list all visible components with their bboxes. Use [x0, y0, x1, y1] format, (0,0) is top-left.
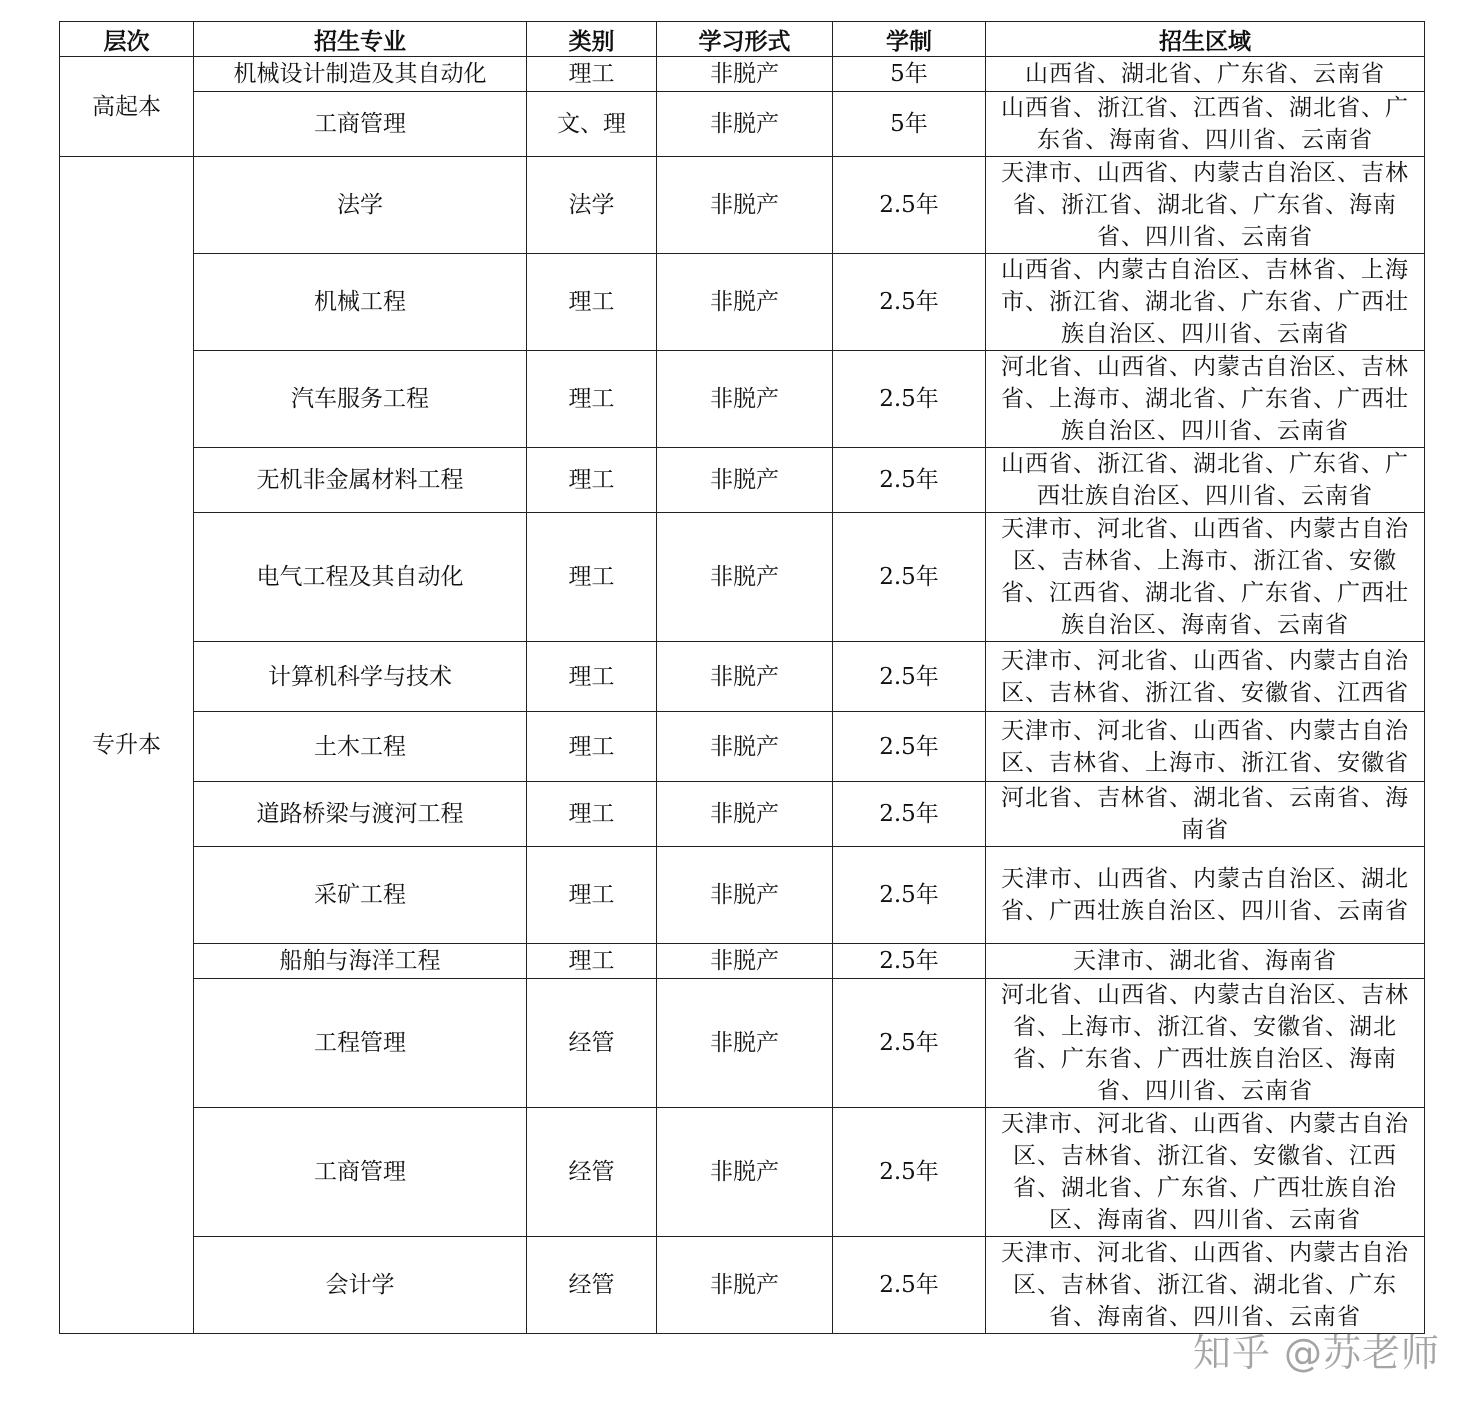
level-cell: 专升本 — [60, 157, 194, 1334]
category-cell: 经管 — [527, 979, 657, 1108]
region-cell: 天津市、河北省、山西省、内蒙古自治区、吉林省、浙江省、湖北省、广东省、海南省、四川省、云南省 — [986, 1237, 1425, 1334]
major-cell: 计算机科学与技术 — [194, 642, 527, 712]
major-cell: 汽车服务工程 — [194, 351, 527, 448]
form-cell: 非脱产 — [657, 254, 833, 351]
duration-cell: 2.5年 — [833, 1108, 986, 1237]
category-cell: 理工 — [527, 782, 657, 847]
region-cell: 河北省、山西省、内蒙古自治区、吉林省、上海市、湖北省、广东省、广西壮族自治区、四川省、云南省 — [986, 351, 1425, 448]
header-level: 层次 — [60, 22, 194, 57]
header-duration: 学制 — [833, 22, 986, 57]
form-cell: 非脱产 — [657, 1108, 833, 1237]
major-cell: 土木工程 — [194, 712, 527, 782]
category-cell: 经管 — [527, 1237, 657, 1334]
zhihu-watermark: 知乎 @苏老师 — [1192, 1331, 1440, 1375]
major-cell: 采矿工程 — [194, 847, 527, 944]
duration-cell: 5年 — [833, 92, 986, 157]
table-row — [60, 782, 1425, 847]
major-cell: 工程管理 — [194, 979, 527, 1108]
table-row — [60, 157, 1425, 254]
major-cell: 电气工程及其自动化 — [194, 513, 527, 642]
header-study-form: 学习形式 — [657, 22, 833, 57]
duration-cell: 2.5年 — [833, 1237, 986, 1334]
duration-cell: 2.5年 — [833, 513, 986, 642]
table-row — [60, 979, 1425, 1108]
category-cell: 理工 — [527, 712, 657, 782]
region-cell: 河北省、山西省、内蒙古自治区、吉林省、上海市、浙江省、安徽省、湖北省、广东省、广西壮族自治区、海南省、四川省、云南省 — [986, 979, 1425, 1108]
region-cell: 天津市、河北省、山西省、内蒙古自治区、吉林省、上海市、浙江省、安徽省、江西省、湖北省、广东省、广西壮族自治区、海南省、云南省 — [986, 513, 1425, 642]
form-cell: 非脱产 — [657, 351, 833, 448]
major-cell: 无机非金属材料工程 — [194, 448, 527, 513]
major-cell: 机械工程 — [194, 254, 527, 351]
category-cell: 理工 — [527, 513, 657, 642]
region-cell: 河北省、吉林省、湖北省、云南省、海南省 — [986, 782, 1425, 847]
table-row — [60, 1237, 1425, 1334]
major-cell: 法学 — [194, 157, 527, 254]
form-cell: 非脱产 — [657, 712, 833, 782]
form-cell: 非脱产 — [657, 513, 833, 642]
table-row — [60, 513, 1425, 642]
table-row — [60, 944, 1425, 979]
category-cell: 理工 — [527, 351, 657, 448]
category-cell: 文、理 — [527, 92, 657, 157]
header-category: 类别 — [527, 22, 657, 57]
form-cell: 非脱产 — [657, 847, 833, 944]
duration-cell: 2.5年 — [833, 979, 986, 1108]
category-cell: 理工 — [527, 254, 657, 351]
form-cell: 非脱产 — [657, 157, 833, 254]
duration-cell: 2.5年 — [833, 351, 986, 448]
header-row — [60, 22, 1425, 57]
category-cell: 经管 — [527, 1108, 657, 1237]
major-cell: 船舶与海洋工程 — [194, 944, 527, 979]
region-cell: 天津市、山西省、内蒙古自治区、吉林省、浙江省、湖北省、广东省、海南省、四川省、云南省 — [986, 157, 1425, 254]
duration-cell: 5年 — [833, 57, 986, 92]
duration-cell: 2.5年 — [833, 448, 986, 513]
header-region: 招生区域 — [986, 22, 1425, 57]
region-cell: 山西省、内蒙古自治区、吉林省、上海市、浙江省、湖北省、广东省、广西壮族自治区、四川省、云南省 — [986, 254, 1425, 351]
category-cell: 理工 — [527, 448, 657, 513]
major-cell: 会计学 — [194, 1237, 527, 1334]
table-row — [60, 57, 1425, 92]
category-cell: 理工 — [527, 944, 657, 979]
table-row — [60, 712, 1425, 782]
duration-cell: 2.5年 — [833, 254, 986, 351]
region-cell: 天津市、湖北省、海南省 — [986, 944, 1425, 979]
region-cell: 天津市、河北省、山西省、内蒙古自治区、吉林省、上海市、浙江省、安徽省 — [986, 712, 1425, 782]
major-cell: 工商管理 — [194, 92, 527, 157]
region-cell: 天津市、河北省、山西省、内蒙古自治区、吉林省、浙江省、安徽省、江西省 — [986, 642, 1425, 712]
table-row — [60, 254, 1425, 351]
major-cell: 工商管理 — [194, 1108, 527, 1237]
category-cell: 法学 — [527, 157, 657, 254]
duration-cell: 2.5年 — [833, 157, 986, 254]
level-cell: 高起本 — [60, 57, 194, 157]
table-row — [60, 351, 1425, 448]
form-cell: 非脱产 — [657, 642, 833, 712]
duration-cell: 2.5年 — [833, 782, 986, 847]
form-cell: 非脱产 — [657, 448, 833, 513]
duration-cell: 2.5年 — [833, 712, 986, 782]
category-cell: 理工 — [527, 642, 657, 712]
form-cell: 非脱产 — [657, 782, 833, 847]
form-cell: 非脱产 — [657, 944, 833, 979]
major-cell: 机械设计制造及其自动化 — [194, 57, 527, 92]
region-cell: 天津市、山西省、内蒙古自治区、湖北省、广西壮族自治区、四川省、云南省 — [986, 847, 1425, 944]
region-cell: 山西省、浙江省、江西省、湖北省、广东省、海南省、四川省、云南省 — [986, 92, 1425, 157]
major-cell: 道路桥梁与渡河工程 — [194, 782, 527, 847]
category-cell: 理工 — [527, 57, 657, 92]
table-row — [60, 642, 1425, 712]
table-row — [60, 1108, 1425, 1237]
region-cell: 天津市、河北省、山西省、内蒙古自治区、吉林省、浙江省、安徽省、江西省、湖北省、广东省、广西壮族自治区、海南省、四川省、云南省 — [986, 1108, 1425, 1237]
duration-cell: 2.5年 — [833, 944, 986, 979]
enrollment-table — [59, 21, 1425, 1334]
form-cell: 非脱产 — [657, 92, 833, 157]
table-row — [60, 448, 1425, 513]
table-row — [60, 847, 1425, 944]
table-row — [60, 92, 1425, 157]
region-cell: 山西省、湖北省、广东省、云南省 — [986, 57, 1425, 92]
region-cell: 山西省、浙江省、湖北省、广东省、广西壮族自治区、四川省、云南省 — [986, 448, 1425, 513]
category-cell: 理工 — [527, 847, 657, 944]
form-cell: 非脱产 — [657, 57, 833, 92]
duration-cell: 2.5年 — [833, 642, 986, 712]
header-major: 招生专业 — [194, 22, 527, 57]
duration-cell: 2.5年 — [833, 847, 986, 944]
form-cell: 非脱产 — [657, 979, 833, 1108]
form-cell: 非脱产 — [657, 1237, 833, 1334]
